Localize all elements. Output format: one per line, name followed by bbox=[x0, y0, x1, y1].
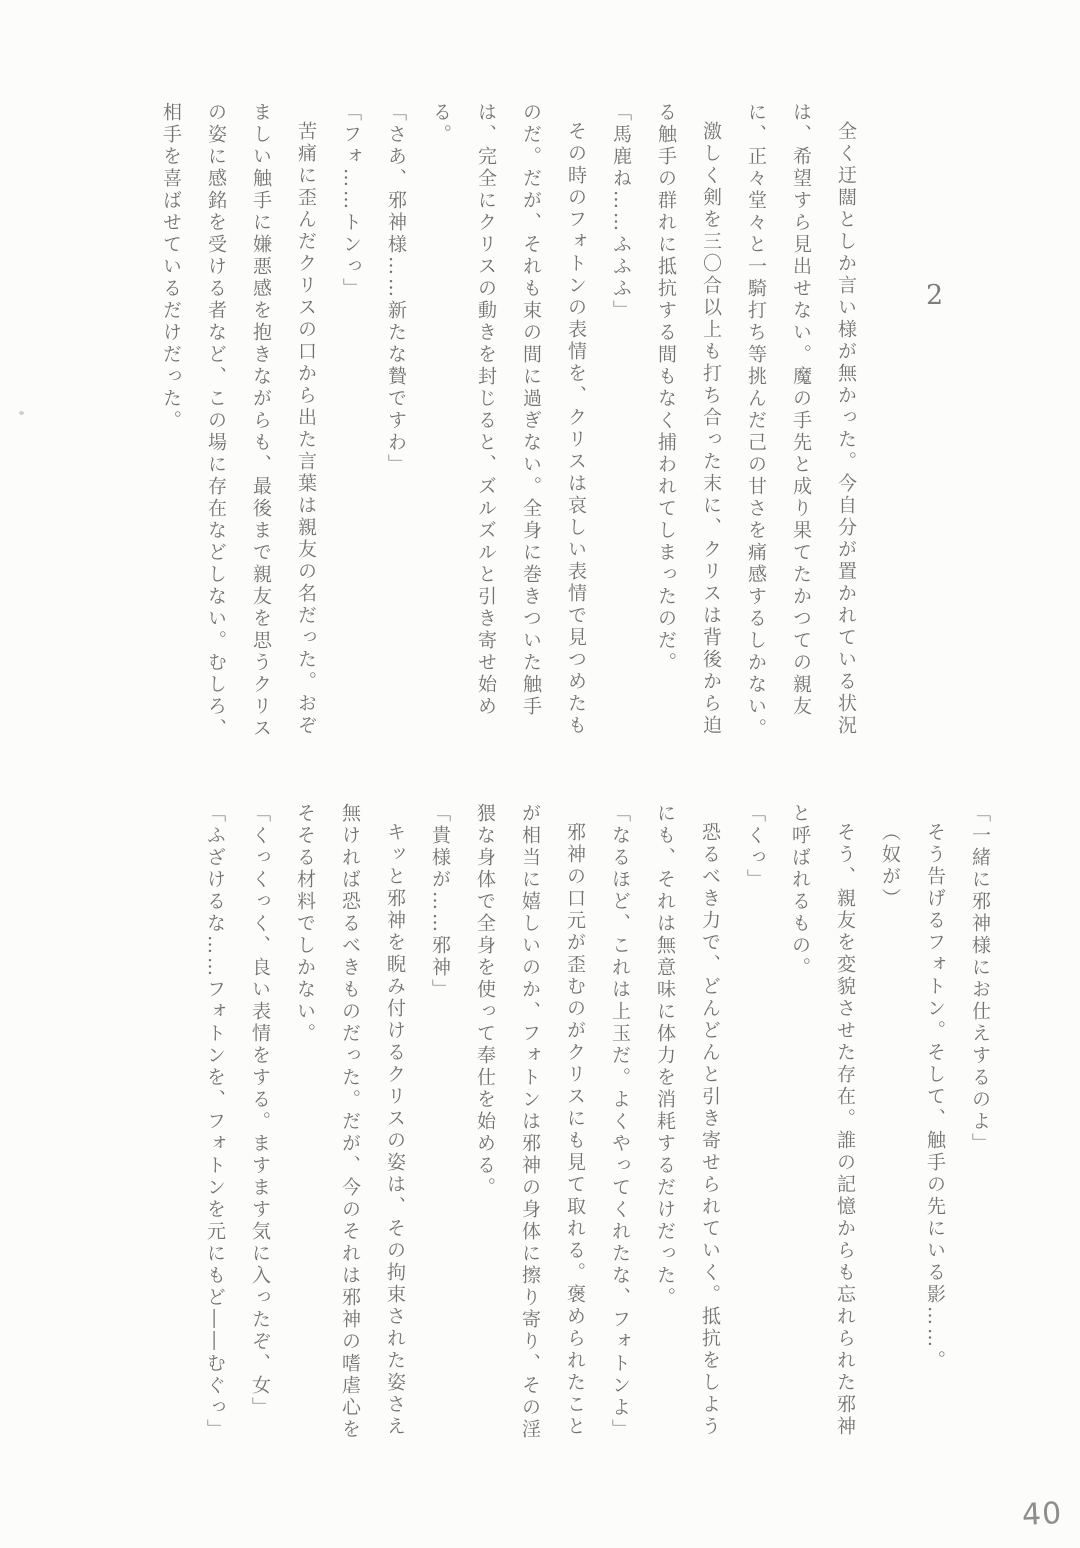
paragraph: 激しく剣を三〇合以上も打ち合った末に、クリスは背後から迫る触手の群れに抵抗する間もなく捕われてしまったのだ。 bbox=[655, 102, 722, 737]
dialogue-line: 「ふざけるな……フォトンを、フォトンを元にもど――むぐっ」 bbox=[204, 803, 226, 1441]
dialogue-line: 「くっくっく、良い表情をする。ますます気に入ったぞ、女」 bbox=[249, 803, 271, 1419]
paragraph: 苦痛に歪んだクリスの口から出た言葉は親友の名だった。おぞましい触手に嫌悪感を抱きながらも、最後まで親友を思うクリスの姿に感銘を受ける者など、この場に存在などしない。むしろ、相手を喜ばせているだけだった。 bbox=[160, 102, 317, 740]
bottom-text-block bbox=[192, 803, 1002, 1443]
paragraph: キッと邪神を睨み付けるクリスの姿は、その拘束された姿さえ無ければ恐るべきものだった。だが、今のそれは邪神の嗜虐心をそそる材料でしかない。 bbox=[294, 803, 406, 1441]
page-number: 40 bbox=[1021, 1495, 1064, 1534]
paragraph: そう、親友を変貌させた存在。誰の記憶からも忘れられた邪神と呼ばれるもの。 bbox=[789, 803, 856, 1438]
paragraph: そう告げるフォトン。そして、触手の先にいる影……。 bbox=[924, 822, 946, 1372]
top-text-block bbox=[148, 102, 868, 742]
paragraph: 恐るべき力で、どんどんと引き寄せられていく。抵抗をしようにも、それは無意味に体力を消耗するだけだった。 bbox=[654, 803, 721, 1438]
section-number: 2 bbox=[926, 280, 944, 311]
scan-speck-artifact bbox=[19, 411, 24, 415]
dialogue-line: 「くっ」 bbox=[744, 803, 766, 891]
paragraph: 邪神の口元が歪むのがクリスにも見て取れる。褒められたことが相当に嬉しいのか、フォトンは邪神の身体に擦り寄り、その淫猥な身体で全身を使って奉仕を始める。 bbox=[474, 803, 586, 1441]
dialogue-line: 「馬鹿ね……ふふふ」 bbox=[610, 102, 632, 322]
dialogue-line: 「一緒に邪神様にお仕えするのよ」 bbox=[969, 803, 991, 1155]
paragraph: その時のフォトンの表情を、クリスは哀しい表情で見つめたものだ。だが、それも束の間に過ぎない。全身に巻きついた触手は、完全にクリスの動きを封じると、ズルズルと引き寄せ始める。 bbox=[430, 102, 587, 737]
paragraph: 全く迂闊としか言い様が無かった。今自分が置かれている状況は、希望すら見出せない。魔の手先と成り果てたかつての親友に、正々堂々と一騎打ち等挑んだ己の甘さを痛感するしかない。 bbox=[745, 102, 857, 740]
dialogue-line: 「なるほど、これは上玉だ。よくやってくれたな、フォトンよ」 bbox=[609, 803, 631, 1441]
dialogue-line: 「フォ……トンっ」 bbox=[340, 102, 362, 300]
paragraph: （奴が） bbox=[879, 822, 901, 910]
dialogue-line: 「さあ、邪神様……新たな贄ですわ」 bbox=[385, 102, 407, 476]
dialogue-line: 「貴様が……邪神」 bbox=[429, 803, 451, 1001]
